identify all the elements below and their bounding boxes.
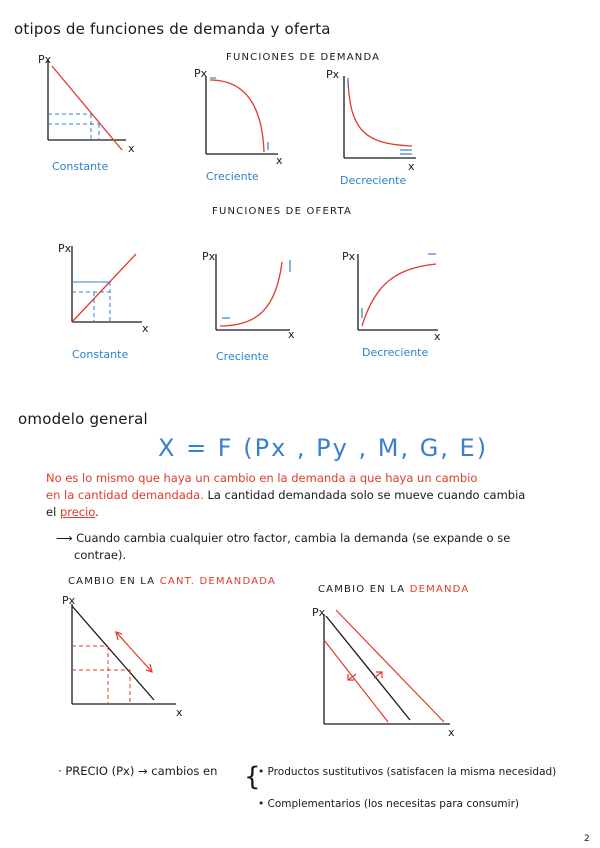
- graph-left-title-red: CANT. DEMANDADA: [159, 576, 276, 587]
- graph-right-title: [318, 584, 469, 595]
- demand-graph-decreciente-plot: [336, 72, 436, 172]
- price-factors-label: [58, 764, 217, 778]
- arrow-note: [56, 530, 576, 564]
- demand-heading: FUNCIONES DE DEMANDA: [226, 52, 381, 63]
- page-number: 2: [584, 834, 590, 844]
- demand-graph-3-caption: Decreciente: [340, 174, 407, 187]
- red-note-line3-end: .: [95, 505, 99, 519]
- supply-graph-1-x-label: x: [142, 322, 149, 335]
- graph-right-y-label: Px: [312, 606, 326, 619]
- supply-graph-2-y-label: Px: [202, 250, 216, 263]
- red-note-line2: [46, 487, 586, 504]
- red-note-line2-red: en la cantidad demandada.: [46, 488, 204, 502]
- arrow-note-line1-text: Cuando cambia cualquier otro factor, cambia la demanda (se expande o se: [76, 531, 511, 545]
- red-note: [46, 470, 586, 521]
- supply-graph-3-x-label: x: [434, 330, 441, 343]
- red-note-line3-red: precio: [59, 505, 96, 519]
- curly-brace: {: [244, 762, 261, 792]
- section1-bullet: o: [14, 20, 24, 38]
- price-item-substitutes: Productos sustitutivos (satisfacen la misma necesidad): [267, 766, 557, 778]
- price-bullet: ·: [58, 764, 66, 778]
- price-label-text: PRECIO (Px) → cambios en: [65, 764, 218, 778]
- quantity-demanded-change-plot: [60, 600, 200, 720]
- supply-graph-3-y-label: Px: [342, 250, 356, 263]
- supply-graph-2-x-label: x: [288, 328, 295, 341]
- demand-graph-3-x-label: x: [408, 160, 415, 173]
- demand-graph-2-caption: Creciente: [206, 170, 259, 183]
- demand-graph-2-x-label: x: [276, 154, 283, 167]
- demand-graph-1-y-label: Px: [38, 53, 52, 66]
- supply-graph-1-caption: Constante: [72, 348, 129, 361]
- section2-bullet: o: [18, 410, 28, 428]
- supply-graph-2-caption: Creciente: [216, 350, 269, 363]
- graph-right-title-red: DEMANDA: [409, 584, 470, 595]
- general-model-formula: X = F (Px , Py , M, G, E): [158, 434, 489, 462]
- list-item: • Complementarios (los necesitas para consumir): [258, 798, 519, 810]
- list-item: • Productos sustitutivos (satisfacen la misma necesidad): [258, 766, 557, 778]
- demand-graph-2-y-label: Px: [194, 67, 208, 80]
- graph-left-title-black: CAMBIO EN LA: [68, 576, 160, 587]
- arrow-note-line1: [56, 530, 576, 547]
- price-factors-list: [258, 756, 598, 820]
- red-note-line3-black: el: [46, 505, 60, 519]
- price-item-complements: Complementarios (los necesitas para consumir): [267, 798, 519, 810]
- arrow-note-line2: contrae).: [74, 548, 127, 562]
- section2-title: [18, 410, 148, 428]
- graph-left-title: [68, 576, 276, 587]
- arrow-icon: ⟶: [56, 531, 77, 545]
- demand-graph-3-y-label: Px: [326, 68, 340, 81]
- section1-title: [14, 20, 331, 38]
- supply-graph-1-y-label: Px: [58, 242, 72, 255]
- demand-change-plot: [316, 610, 466, 740]
- section2-title-text: modelo general: [27, 410, 148, 428]
- demand-graph-1-x-label: x: [128, 142, 135, 155]
- red-note-line1: No es lo mismo que haya un cambio en la demanda a que haya un cambio: [46, 471, 478, 485]
- red-note-line3: [46, 504, 586, 521]
- supply-heading: FUNCIONES DE OFERTA: [212, 206, 353, 217]
- graph-left-x-label: x: [176, 706, 183, 719]
- graph-left-y-label: Px: [62, 594, 76, 607]
- section1-title-text: tipos de funciones de demanda y oferta: [23, 20, 331, 38]
- graph-right-title-black: CAMBIO EN LA: [318, 584, 410, 595]
- graph-right-x-label: x: [448, 726, 455, 739]
- supply-graph-3-caption: Decreciente: [362, 346, 429, 359]
- red-note-line2-black: La cantidad demandada solo se mueve cuando cambia: [203, 488, 526, 502]
- demand-graph-1-caption: Constante: [52, 160, 109, 173]
